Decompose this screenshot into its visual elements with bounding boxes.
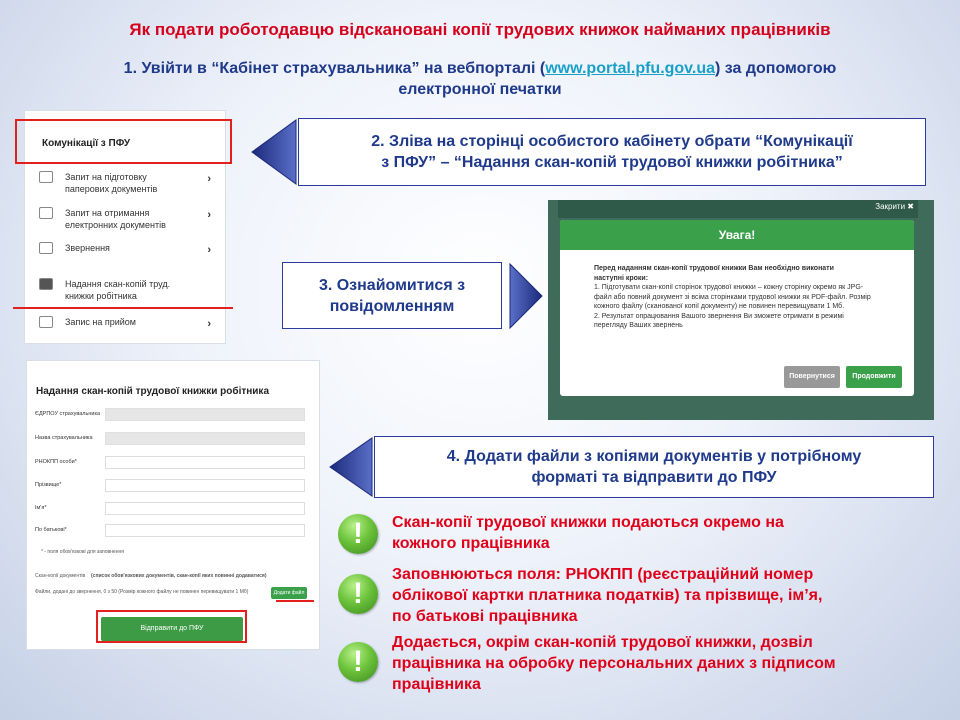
surname-input[interactable] (105, 479, 305, 492)
modal-screenshot (548, 200, 934, 420)
document-icon (39, 207, 53, 219)
folder-icon (39, 278, 53, 290)
note-1: Скан-копії трудової книжки подаються окремо на кожного працівника (392, 514, 784, 552)
exclamation-icon: ! (338, 642, 378, 682)
add-file-button[interactable]: Додати файл (271, 587, 307, 599)
printer-icon (39, 171, 53, 183)
form-screenshot: Надання скан-копій трудової книжки робітника ЄДРПОУ страхувальника Назва страхувальника РНОКПП особи* Прізвище* Ім'я* По батькові* * - поля обов'язкові для заповнення Скан-копії документів (список обов'язкових документів, скан-копії яких повинні додаватися) Файли, додані до звернення, 0 з 50 (Розмір кожного файлу не повинен перевищувати 1 Мб) Додати файл Відправити до ПФУ (26, 360, 320, 650)
docs-note: (список обов'язкових документів, скан-копії яких повинні додаватися) (91, 573, 267, 579)
step-4-box: 4. Додати файли з копіями документів у потрібному форматі та відправити до ПФУ (374, 436, 934, 498)
rnokpp-input[interactable] (105, 456, 305, 469)
chevron-right-icon: › (207, 209, 211, 221)
docs-label: Скан-копії документів (35, 573, 86, 579)
form-title: Надання скан-копій трудової книжки робітника (36, 386, 270, 397)
menu-header: Комунікації з ПФУ (42, 138, 131, 149)
note-2: Заповнюються поля: РНОКПП (реєстраційний номер облікової картки платника податків) та прізвище, ім’я, по батькові працівника (392, 566, 823, 625)
first-name-input[interactable] (105, 502, 305, 515)
continue-button[interactable]: Продовжити (846, 366, 902, 388)
note-3: Додається, окрім скан-копій трудової книжки, дозвіл працівника на обробку персональних даних з підписом працівника (392, 634, 836, 693)
modal-header: Увага! (560, 220, 914, 250)
step-1-text: 1. Увійти в “Кабінет страхувальника” на вебпорталі (www.portal.pfu.gov.ua) за допомогою електронної печатки (123, 60, 837, 98)
highlight-box (15, 119, 232, 164)
edrpou-field (105, 408, 305, 421)
back-button[interactable]: Повернутися (784, 366, 840, 388)
files-note: Файли, додані до звернення, 0 з 50 (Розмір кожного файлу не повинен перевищувати 1 Мб) (35, 589, 249, 595)
chevron-right-icon: › (207, 244, 211, 256)
arrow-left-icon (250, 118, 298, 186)
calendar-icon (39, 316, 53, 328)
step-2-box: 2. Зліва на сторінці особистого кабінету обрати “Комунікації з ПФУ” – “Надання скан-копій трудової книжки робітника” (298, 118, 926, 186)
required-note: * - поля обов'язкові для заповнення (41, 549, 124, 555)
menu-screenshot: Комунікації з ПФУ Запит на підготовку паперових документів › Запит на отримання електронних документів › Звернення › Надання скан-копій труд. книжки робітника Запис на прийом › (24, 110, 226, 344)
patronymic-input[interactable] (105, 524, 305, 537)
send-to-pfu-button[interactable]: Відправити до ПФУ (101, 617, 243, 641)
arrow-right-icon (508, 262, 544, 330)
arrow-left-icon (328, 436, 374, 498)
close-label[interactable]: Закрити ✖ (875, 202, 914, 211)
exclamation-icon: ! (338, 574, 378, 614)
chevron-right-icon: › (207, 318, 211, 330)
step-3-box: 3. Ознайомитися з повідомленням (282, 262, 502, 329)
exclamation-icon: ! (338, 514, 378, 554)
modal-body: Перед наданням скан-копії трудової книжки Вам необхідно виконати наступні кроки: 1. Підготувати скан-копії сторінок трудової книжки – кожну сторінку окремо як JPG- файл або повний документ зі всіма сторінками трудової книжки як PDF-файл. Розмір кожного файлу (сканованої копії документу) не повинен перевищувати 1 Мб. 2. Результат опрацювання Вашого звернення Ви зможете отримати в режимі перегляду Ваших звернень (594, 265, 871, 329)
chevron-right-icon: › (207, 173, 211, 185)
insurer-name-field (105, 432, 305, 445)
envelope-icon (39, 242, 53, 254)
portal-link[interactable]: www.portal.pfu.gov.ua (545, 60, 716, 77)
warning-modal (560, 220, 914, 396)
highlight-underline (13, 307, 233, 309)
highlight-underline (276, 600, 314, 602)
page-title: Як подати роботодавцю відскановані копії трудових книжок найманих працівників (129, 20, 831, 39)
